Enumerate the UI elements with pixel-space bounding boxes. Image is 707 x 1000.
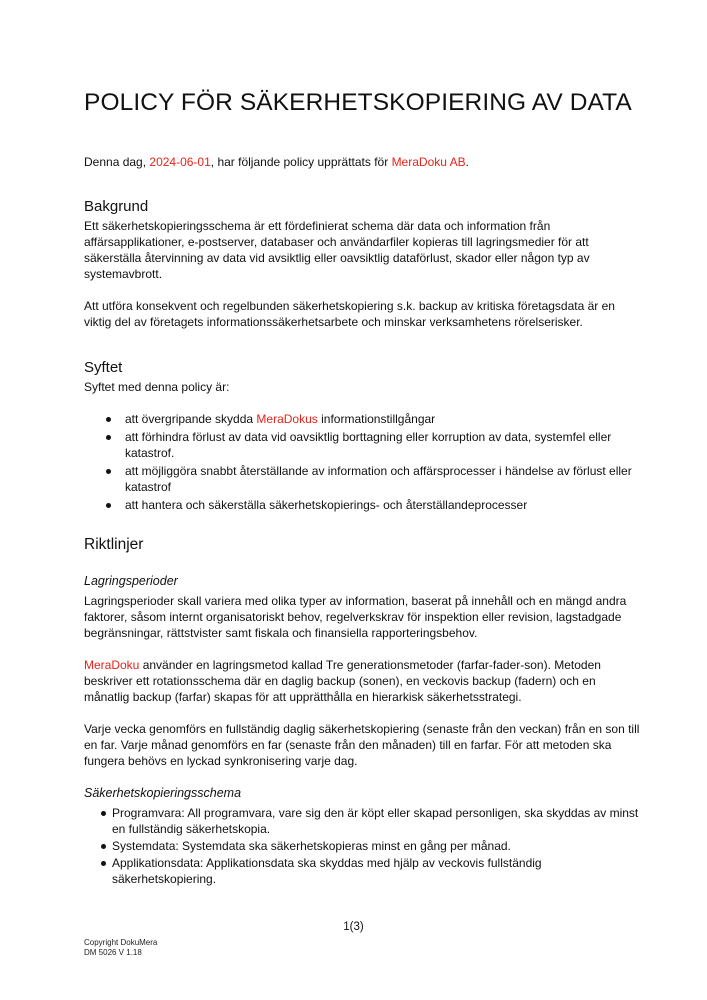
syftet-bullet-list (84, 411, 644, 513)
bakgrund-paragraph-2: Att utföra konsekvent och regelbunden säkerhetskopiering s.k. backup av kritiska företagsdata är en viktig del av företagets informationssäkerhetsarbete och minskar verksamhetens rörelserisker. (84, 299, 615, 329)
bakgrund-paragraph-1: Ett säkerhetskopieringsschema är ett fördefinierat schema där data och information från affärsapplikationer, e-postserver, databaser och användarfiler kopieras till lagringsmedier för att säkerställa återvinning av data vid avsiktlig eller oavsiktlig dataförlust, skador eller någon typ av systemavbrott. (84, 219, 590, 281)
list-item: Applikationsdata: Applikationsdata ska skyddas med hjälp av veckovis fullständig säkerhetskopiering. (84, 855, 644, 887)
syftet-lead: Syftet med denna policy är: (84, 380, 230, 394)
company-name-possessive: MeraDokus (256, 412, 318, 426)
lagring-paragraph-2 (84, 657, 644, 705)
policy-date: 2024-06-01 (149, 155, 211, 169)
list-item (84, 411, 644, 427)
intro-paragraph (84, 154, 644, 170)
section-heading-bakgrund: Bakgrund (84, 198, 149, 215)
subheading-schema: Säkerhetskopieringsschema (84, 786, 242, 800)
page-footer (84, 938, 157, 958)
lagring-paragraph-1: Lagringsperioder skall variera med olika typer av information, baserat på innehåll och en mängd andra faktorer, såsom internt organisatoriskt behov, regelverkskrav för inspektion eller revision, lagstadgade begränsningar, rättstvister samt fiskala och finansiella rapporteringsbehov. (84, 594, 627, 640)
list-item: Systemdata: Systemdata ska säkerhetskopieras minst en gång per månad. (84, 838, 644, 854)
bullet-text-before: att övergripande skydda (125, 412, 257, 426)
intro-text-before: Denna dag, (84, 155, 150, 169)
section-heading-riktlinjer: Riktlinjer (84, 536, 144, 553)
section-heading-syftet: Syftet (84, 359, 123, 376)
footer-copyright: Copyright DokuMera (84, 938, 158, 947)
document-body (84, 88, 644, 888)
company-name: MeraDoku AB (391, 155, 466, 169)
intro-text-middle: , har följande policy upprättats för (210, 155, 392, 169)
bullet-text-after: informationstillgångar (317, 412, 436, 426)
intro-text-after: . (465, 155, 469, 169)
list-item: att möjliggöra snabbt återställande av information och affärsprocesser i händelse av förlust eller katastrof (84, 463, 644, 495)
list-item: att hantera och säkerställa säkerhetskopierings- och återställandeprocesser (84, 497, 644, 513)
document-title: POLICY FÖR SÄKERHETSKOPIERING AV DATA (84, 89, 632, 116)
page-number: 1(3) (343, 921, 364, 933)
list-item: att förhindra förlust av data vid oavsiktlig borttagning eller korruption av data, systemfel eller katastrof. (84, 429, 644, 461)
footer-document-id: DM 5026 V 1.18 (84, 948, 142, 957)
list-item: Programvara: All programvara, vare sig den är köpt eller skapad personligen, ska skyddas av minst en fullständig säkerhetskopia. (84, 805, 644, 837)
lagring-paragraph-3: Varje vecka genomförs en fullständig daglig säkerhetskopiering (senaste från den veckan) från en son till en far. Varje månad genomförs en far (senaste från den månaden) till en farfar. För att metoden ska fungera behövs en lyckad synkronisering varje dag. (84, 722, 640, 768)
lagring-paragraph-2-text: använder en lagringsmetod kallad Tre generationsmetoder (farfar-fader-son). Metoden beskriver ett rotationsschema där en daglig backup (sonen), en veckovis backup (fadern) och en månatlig backup (farfar) skapas för att upprätthålla en hierarkisk säkerhetsstrategi. (84, 658, 601, 704)
schema-bullet-list (84, 805, 644, 887)
company-name-inline: MeraDoku (84, 658, 140, 672)
subheading-lagringsperioder: Lagringsperioder (84, 574, 178, 588)
